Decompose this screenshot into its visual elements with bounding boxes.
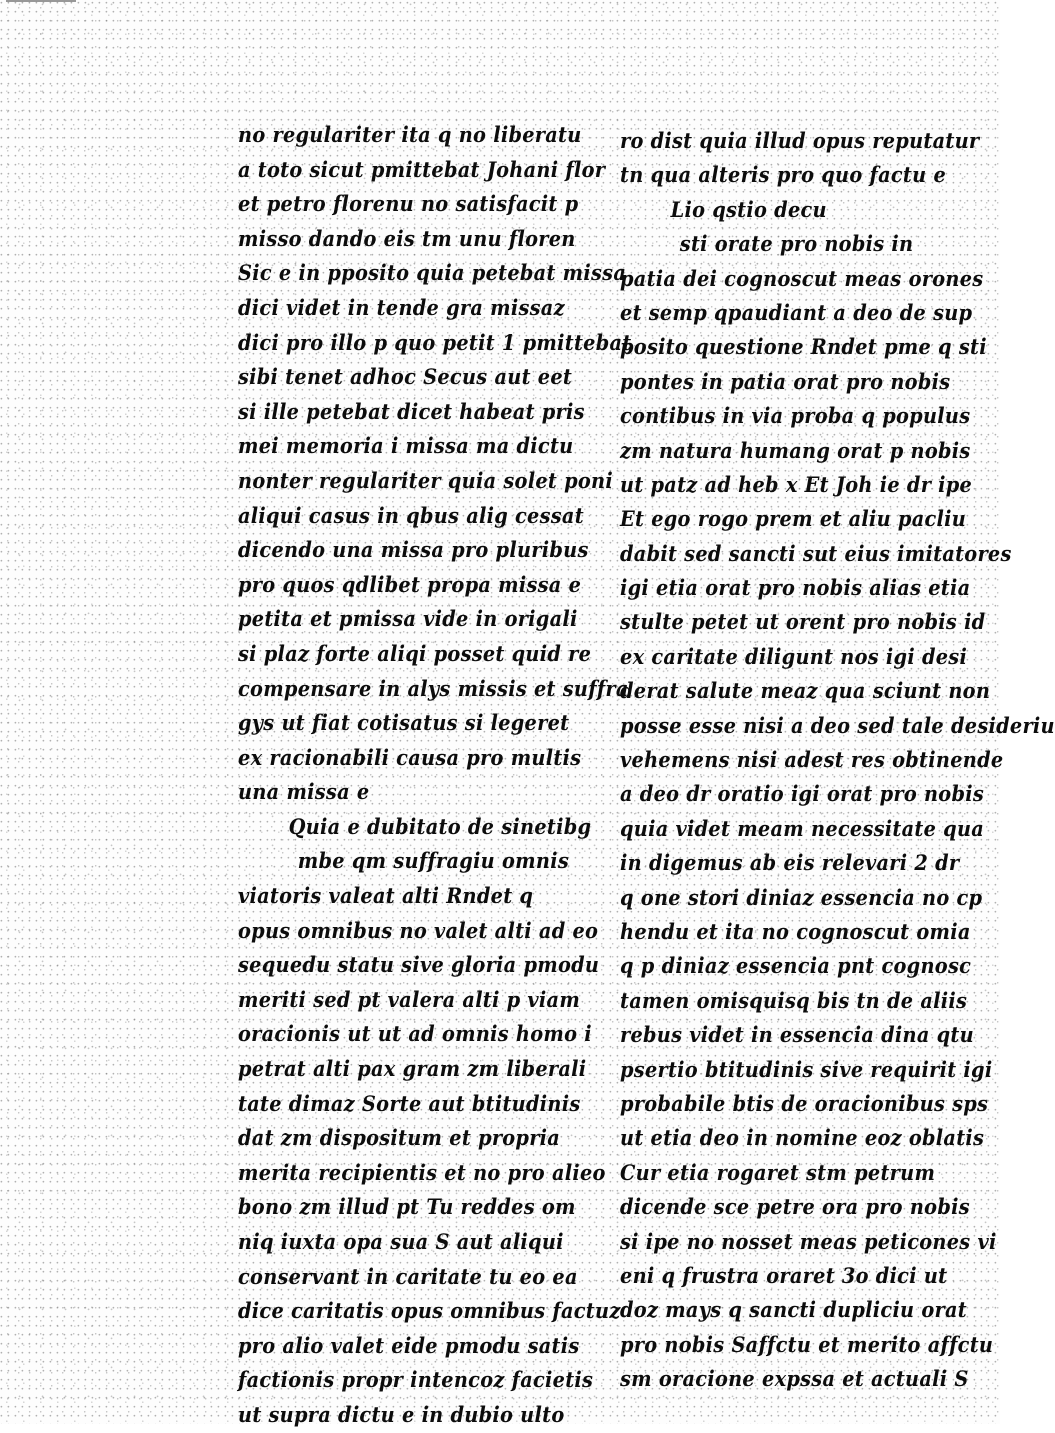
right-column-line: stulte petet ut orent pro nobis id [620, 609, 986, 635]
right-column-line: tn qua alteris pro quo factu e [620, 162, 947, 188]
right-column-line: eni q frustra oraret 3o dici ut [620, 1262, 948, 1288]
left-column-line: petita et pmissa vide in origali [238, 606, 578, 632]
left-column-line: una missa e [238, 779, 370, 805]
left-column-line: si plaz forte aliqi posset quid re [238, 640, 592, 666]
right-column-line: si ipe no nosset meas peticones vi [620, 1228, 997, 1254]
left-column-line: pro alio valet eide pmodu satis [238, 1332, 580, 1358]
left-column-line: dici pro illo p quo petit 1 pmittebat [238, 329, 632, 355]
left-column-line: dat zm dispositum et propria [238, 1125, 561, 1151]
left-column-line: nonter regulariter quia solet poni [238, 467, 613, 493]
left-column-line: oracionis ut ut ad omnis homo i [238, 1021, 592, 1047]
right-column-line: tamen omisquisq bis tn de aliis [620, 987, 968, 1013]
left-column-line: merita recipientis et no pro alieo [238, 1159, 606, 1185]
right-column-line: doz mays q sancti dupliciu orat [620, 1297, 967, 1323]
right-column-line: Cur etia rogaret stm petrum [620, 1159, 936, 1185]
right-column-line: posito questione Rndet pme q sti [620, 334, 987, 360]
right-column-line: ut patz ad heb x Et Joh ie dr ipe [620, 471, 973, 497]
left-column-line: ex racionabili causa pro multis [238, 744, 582, 770]
left-column-line: et petro florenu no satisfacit p [238, 191, 579, 217]
right-column-line: probabile btis de oracionibus sps [620, 1090, 989, 1116]
right-column-line: derat salute meaz qua sciunt non [620, 678, 991, 704]
right-column-line: ex caritate diligunt nos igi desi [620, 643, 968, 669]
right-column-line: igi etia orat pro nobis alias etia [620, 575, 971, 601]
left-column [238, 118, 632, 1433]
right-column-line: a deo dr oratio igi orat pro nobis [620, 781, 985, 807]
left-column-line: niq iuxta opa sua S aut aliqui [238, 1229, 564, 1254]
right-column-line: zm natura humang orat p nobis [620, 437, 971, 463]
left-column-line: factionis propr intencoz facietis [238, 1367, 594, 1393]
left-column-line: Quia e dubitato de sinetibg [288, 813, 592, 839]
left-column-line: viatoris valeat alti Rndet q [238, 883, 534, 909]
left-column-line: misso dando eis tm unu floren [238, 225, 576, 251]
right-column-line: et semp qpaudiant a deo de sup [620, 299, 973, 325]
right-column-line: q p diniaz essencia pnt cognosc [620, 953, 972, 979]
right-column-line: posse esse nisi a deo sed tale desideriu [620, 712, 1055, 738]
corner-mark [6, 0, 76, 12]
left-column-line: opus omnibus no valet alti ad eo [238, 917, 599, 943]
left-column-line: no regulariter ita q no liberatu [238, 122, 582, 147]
left-column-line: Sic e in pposito quia petebat missa [238, 260, 627, 286]
right-column-line: dicende sce petre ora pro nobis [620, 1194, 970, 1220]
right-column-line: q one stori diniaz essencia no cp [620, 884, 983, 910]
left-column-line: compensare in alys missis et suffra [238, 675, 629, 701]
left-column-line: gys ut fiat cotisatus si legeret [238, 710, 570, 736]
right-column-line: ro dist quia illud opus reputatur [620, 128, 980, 153]
right-column-line: sm oracione expssa et actuali S [620, 1366, 969, 1392]
left-column-line: sequedu statu sive gloria pmodu [238, 952, 600, 978]
left-column-line: bono zm illud pt Tu reddes om [238, 1194, 576, 1220]
left-column-line: tate dimaz Sorte aut btitudinis [238, 1090, 581, 1116]
right-column-line: pro nobis Saffctu et merito affctu [620, 1331, 994, 1357]
right-column-line: contibus in via proba q populus [620, 403, 971, 429]
left-column-line: conservant in caritate tu eo ea [238, 1263, 578, 1289]
right-column-line: pontes in patia orat pro nobis [620, 368, 951, 394]
right-column-line: ut etia deo in nomine eoz oblatis [620, 1125, 985, 1151]
right-column-line: Et ego rogo prem et aliu pacliu [620, 506, 967, 532]
left-column-line: dicendo una missa pro pluribus [238, 537, 589, 563]
right-column [620, 124, 1055, 1396]
left-column-line: mbe qm suffragiu omnis [297, 848, 569, 874]
left-column-line: ut supra dictu e in dubio ulto [238, 1401, 565, 1427]
left-column-line: sibi tenet adhoc Secus aut eet [238, 364, 573, 390]
right-column-line: patia dei cognoscut meas orones [620, 265, 984, 291]
right-column-line: quia videt meam necessitate qua [620, 815, 985, 841]
left-column-line: dici videt in tende gra missaz [238, 294, 565, 320]
right-column-line: hendu et ita no cognoscut omia [620, 918, 971, 944]
right-column-line: sti orate pro nobis in [679, 231, 914, 257]
left-column-line: aliqui casus in qbus alig cessat [238, 502, 584, 528]
right-column-line: in digemus ab eis relevari 2 dr [620, 850, 960, 876]
right-column-line: psertio btitudinis sive requirit igi [620, 1056, 993, 1082]
left-column-line: dice caritatis opus omnibus factuz [238, 1298, 621, 1324]
right-column-line: Lio qstio decu [670, 196, 827, 222]
left-column-line: meriti sed pt valera alti p viam [238, 986, 581, 1012]
left-column-line: si ille petebat dicet habeat pris [238, 398, 585, 424]
left-column-line: pro quos qdlibet propa missa e [238, 571, 582, 597]
left-column-line: petrat alti pax gram zm liberali [238, 1056, 587, 1082]
left-column-line: mei memoria i missa ma dictu [238, 433, 574, 459]
right-column-line: vehemens nisi adest res obtinende [620, 747, 1004, 773]
right-column-line: rebus videt in essencia dina qtu [620, 1022, 974, 1048]
right-column-line: dabit sed sancti sut eius imitatores [620, 540, 1012, 566]
left-column-line: a toto sicut pmittebat Johani flor [238, 156, 606, 182]
